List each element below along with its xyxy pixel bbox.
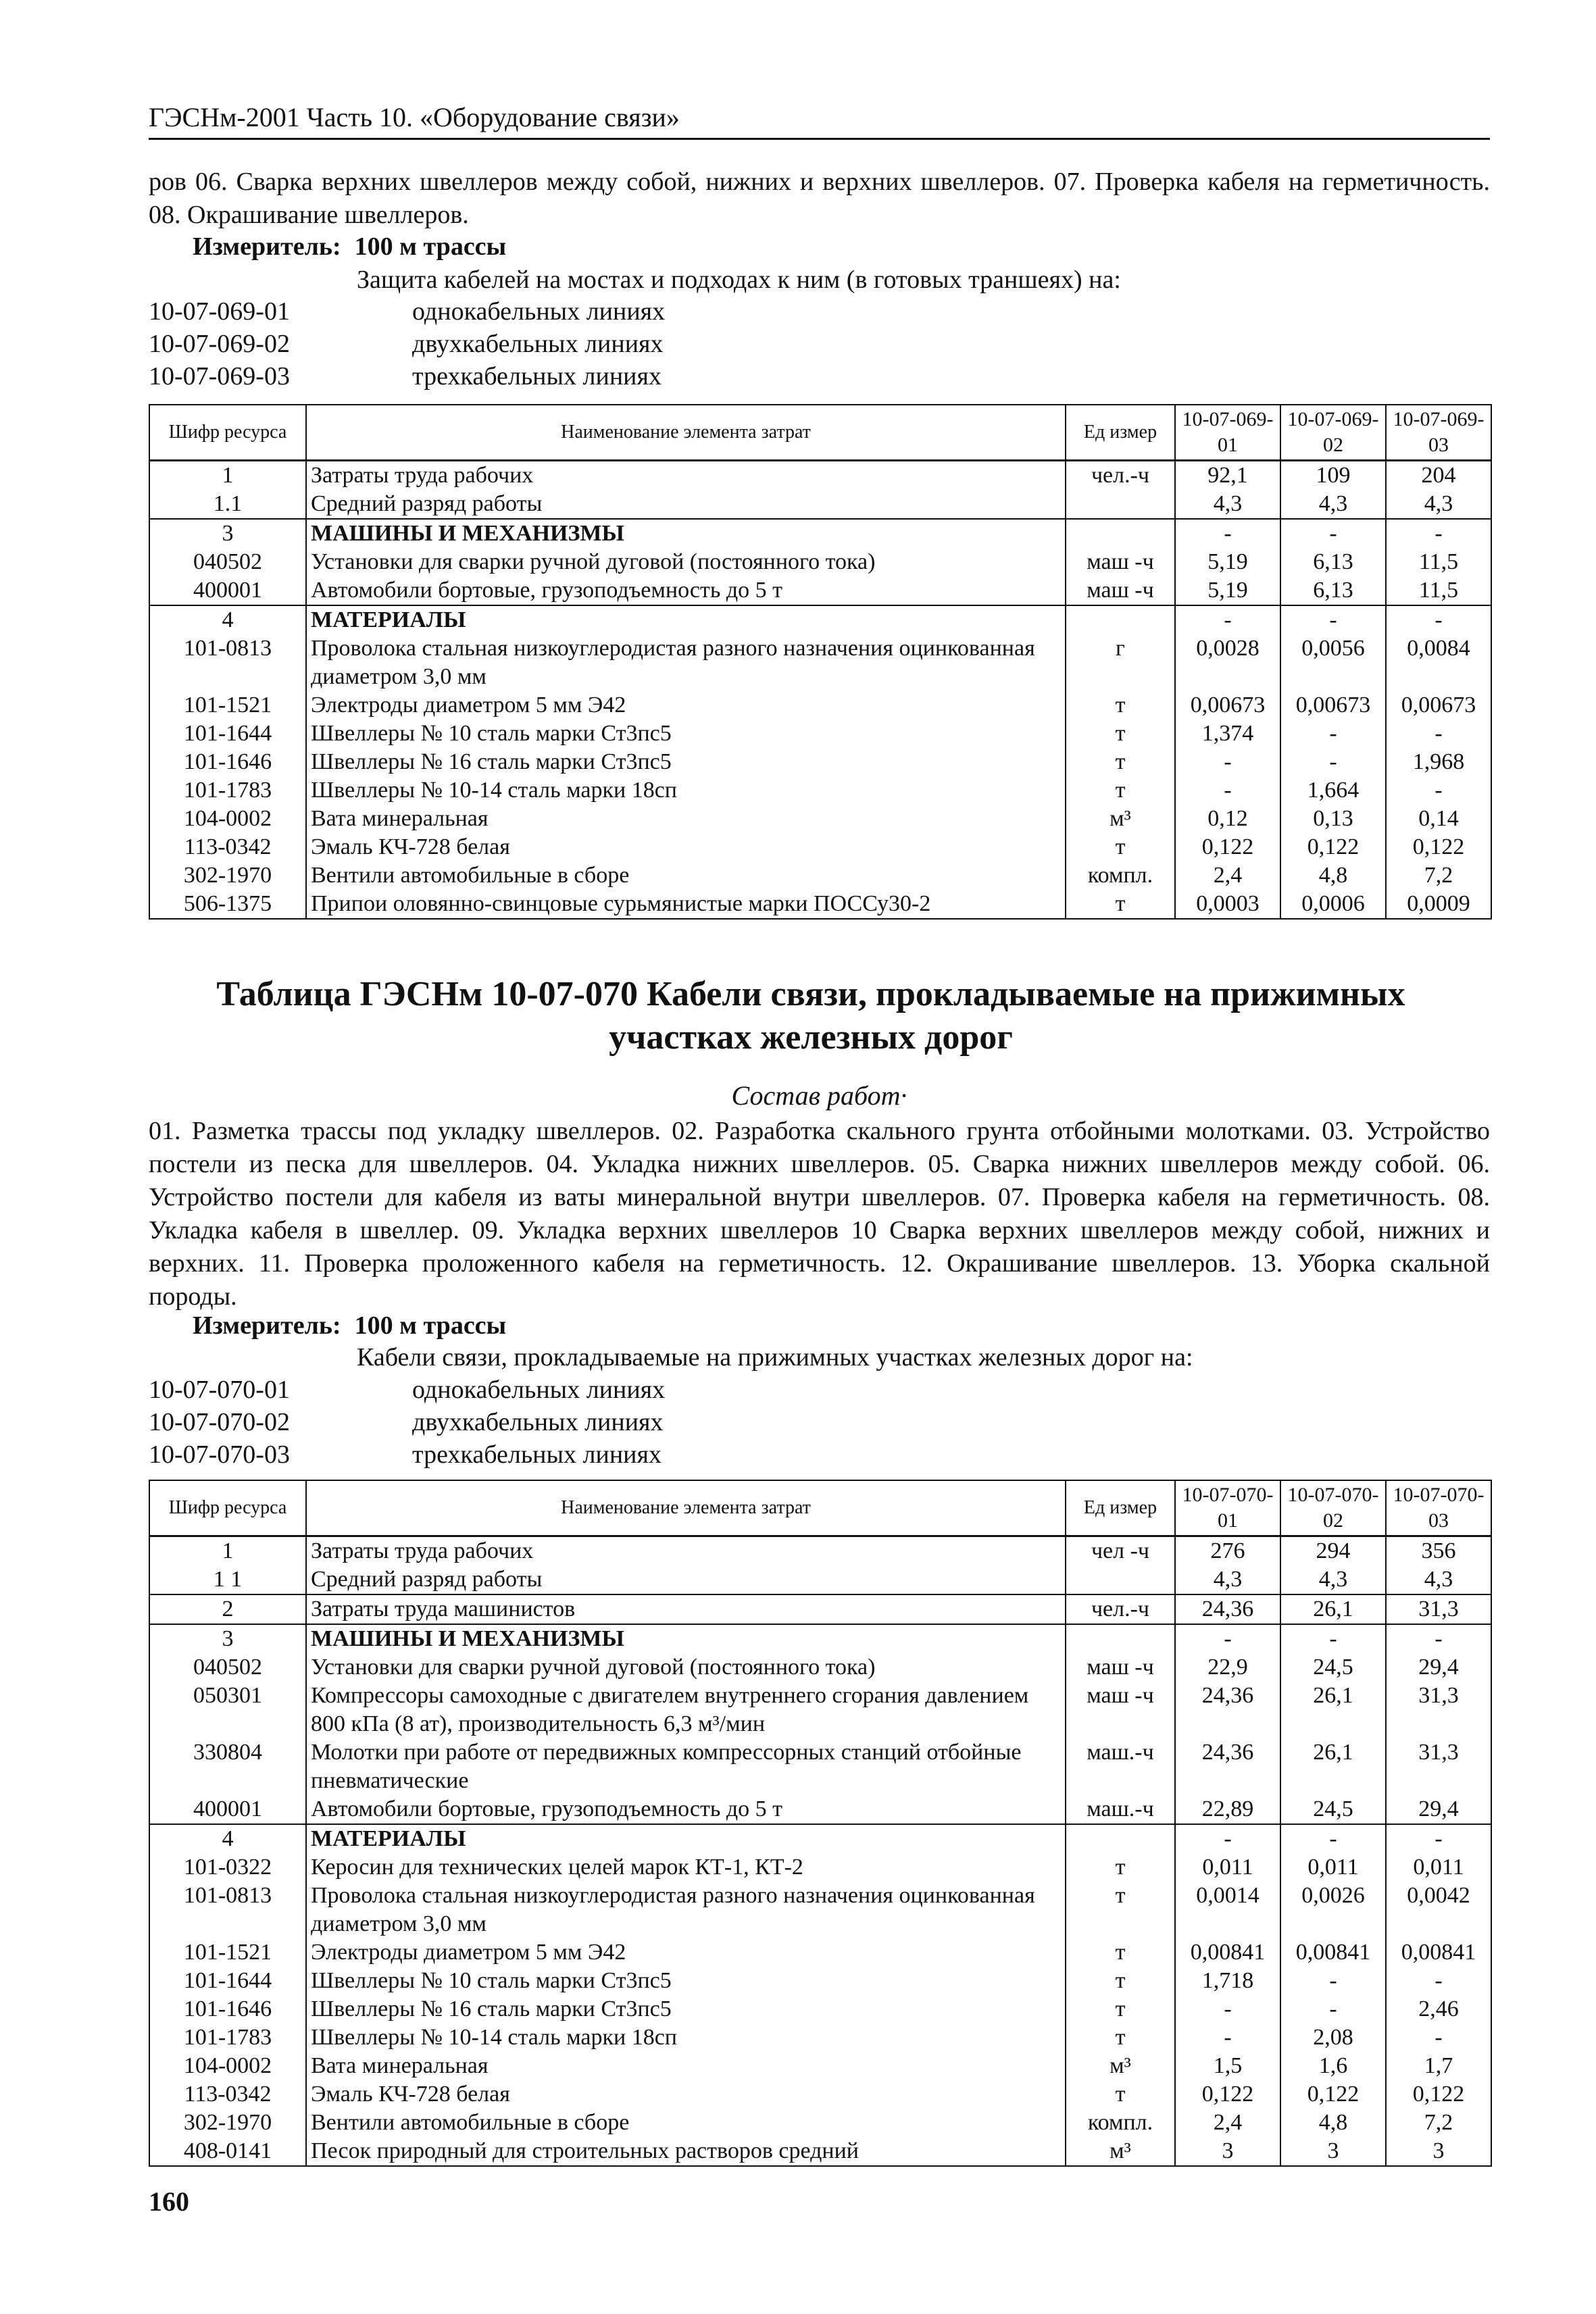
cell-code: 3 xyxy=(149,519,306,548)
table-row xyxy=(149,890,1491,919)
table-row xyxy=(149,1995,1491,2023)
cell-rate-3: 0,00673 xyxy=(1386,691,1491,720)
cell-rate-2: 4,3 xyxy=(1280,1565,1386,1594)
cell-name: Установки для сварки ручной дуговой (постоянного тока) xyxy=(306,1653,1066,1682)
cell-rate-3: 7,2 xyxy=(1386,861,1491,890)
cell-rate-3: 1,7 xyxy=(1386,2052,1491,2080)
cell-code: 040502 xyxy=(149,1653,306,1682)
table-row xyxy=(149,748,1491,776)
intro-paragraph: ров 06. Сварка верхних швеллеров между собой, нижних и верхних швеллеров. 07. Проверка кабеля на герметичность. 08. Окрашивание швеллеров. xyxy=(149,168,1490,229)
cell-rate-2: - xyxy=(1280,519,1386,548)
col-header-code: Шифр ресурса xyxy=(149,1480,306,1536)
cell-rate-2: 26,1 xyxy=(1280,1682,1386,1738)
cell-code: 101-1783 xyxy=(149,2023,306,2052)
cell-unit xyxy=(1066,1565,1175,1594)
table-row xyxy=(149,460,1491,490)
cell-rate-3: 0,14 xyxy=(1386,805,1491,833)
cell-code: 101-1521 xyxy=(149,691,306,720)
cell-name: Молотки при работе от передвижных компрессорных станций отбойные пневматические xyxy=(306,1738,1066,1795)
cell-unit: т xyxy=(1066,748,1175,776)
cell-code: 104-0002 xyxy=(149,805,306,833)
cell-code: 3 xyxy=(149,1624,306,1653)
col-header-code: Шифр ресурса xyxy=(149,405,306,460)
cell-rate-3: 4,3 xyxy=(1386,490,1491,519)
cell-name: Швеллеры № 10 сталь марки Ст3пс5 xyxy=(306,720,1066,748)
cell-code: 302-1970 xyxy=(149,861,306,890)
cell-name: Швеллеры № 10-14 сталь марки 18сп xyxy=(306,776,1066,805)
cell-name: Эмаль КЧ-728 белая xyxy=(306,833,1066,861)
cell-code: 101-1646 xyxy=(149,748,306,776)
cell-rate-1: 0,0028 xyxy=(1175,634,1280,691)
table-row xyxy=(149,605,1491,634)
cell-rate-1: - xyxy=(1175,776,1280,805)
cell-rate-3: - xyxy=(1386,1624,1491,1653)
section-2-items xyxy=(149,1374,665,1471)
cell-code: 101-0813 xyxy=(149,634,306,691)
col-header-rate-1: 10-07-070-01 xyxy=(1175,1480,1280,1536)
cell-code: 101-1521 xyxy=(149,1938,306,1967)
cell-unit: чел.-ч xyxy=(1066,460,1175,490)
cell-code: 101-0813 xyxy=(149,1882,306,1938)
table-row xyxy=(149,1882,1491,1938)
cell-rate-2: 4,8 xyxy=(1280,861,1386,890)
table-row xyxy=(149,2109,1491,2137)
cell-code: 101-1644 xyxy=(149,720,306,748)
cell-code: 113-0342 xyxy=(149,833,306,861)
cell-name: Проволока стальная низкоуглеродистая разного назначения оцинкованная диаметром 3,0 мм xyxy=(306,1882,1066,1938)
cell-code: 1 1 xyxy=(149,1565,306,1594)
cell-unit: маш -ч xyxy=(1066,1682,1175,1738)
cell-rate-3: 356 xyxy=(1386,1536,1491,1565)
meter-2-label: Измеритель: xyxy=(193,1311,341,1340)
cell-rate-3: - xyxy=(1386,776,1491,805)
col-header-unit: Ед измер xyxy=(1066,405,1175,460)
cell-code: 2 xyxy=(149,1594,306,1624)
cell-unit: г xyxy=(1066,634,1175,691)
cell-unit: маш -ч xyxy=(1066,1653,1175,1682)
cell-rate-2: - xyxy=(1280,1624,1386,1653)
col-header-rate-3: 10-07-070-03 xyxy=(1386,1480,1491,1536)
cell-name: МАТЕРИАЛЫ xyxy=(306,605,1066,634)
section-2-title: Кабели связи, прокладываемые на прижимных участках железных дорог на: xyxy=(357,1343,1193,1372)
cell-unit: т xyxy=(1066,720,1175,748)
cell-code: 4 xyxy=(149,1824,306,1853)
table-row xyxy=(149,548,1491,576)
cell-rate-1: 2,4 xyxy=(1175,2109,1280,2137)
resource-table-1 xyxy=(149,404,1492,920)
cell-rate-1: 0,00841 xyxy=(1175,1938,1280,1967)
cell-code: 1 xyxy=(149,460,306,490)
meter-1 xyxy=(193,230,506,263)
cell-rate-3: 4,3 xyxy=(1386,1565,1491,1594)
table-row xyxy=(149,1795,1491,1824)
cell-unit xyxy=(1066,490,1175,519)
cell-rate-2: 0,122 xyxy=(1280,833,1386,861)
cell-name: Швеллеры № 16 сталь марки Ст3пс5 xyxy=(306,1995,1066,2023)
cell-rate-3: 0,0084 xyxy=(1386,634,1491,691)
cell-unit: компл. xyxy=(1066,2109,1175,2137)
cell-name: Автомобили бортовые, грузоподъемность до 5 т xyxy=(306,1795,1066,1824)
section-2-item: 10-07-070-01 однокабельных линиях xyxy=(149,1376,666,1404)
cell-unit: т xyxy=(1066,1995,1175,2023)
table-row xyxy=(149,1853,1491,1882)
cell-unit: маш.-ч xyxy=(1066,1795,1175,1824)
cell-rate-2: 0,0006 xyxy=(1280,890,1386,919)
cell-name: Швеллеры № 10-14 сталь марки 18сп xyxy=(306,2023,1066,2052)
table-row xyxy=(149,519,1491,548)
cell-rate-2: 26,1 xyxy=(1280,1738,1386,1795)
cell-rate-2: 3 xyxy=(1280,2137,1386,2166)
cell-rate-1: - xyxy=(1175,519,1280,548)
cell-rate-3: 0,122 xyxy=(1386,2080,1491,2109)
cell-rate-3: - xyxy=(1386,720,1491,748)
section-1-item: 10-07-069-01 однокабельных линиях xyxy=(149,297,666,326)
table-row xyxy=(149,1653,1491,1682)
cell-rate-3: - xyxy=(1386,1824,1491,1853)
cell-rate-3: 204 xyxy=(1386,460,1491,490)
cell-rate-2: 1,6 xyxy=(1280,2052,1386,2080)
cell-rate-1: 22,89 xyxy=(1175,1795,1280,1824)
cell-rate-1: 4,3 xyxy=(1175,490,1280,519)
cell-rate-3: - xyxy=(1386,2023,1491,2052)
cell-unit: чел -ч xyxy=(1066,1536,1175,1565)
cell-code: 400001 xyxy=(149,1795,306,1824)
cell-rate-1: 0,011 xyxy=(1175,1853,1280,1882)
cell-rate-1: 0,0003 xyxy=(1175,890,1280,919)
table-row xyxy=(149,1938,1491,1967)
table-row xyxy=(149,2137,1491,2166)
section-2-item: 10-07-070-03 трехкабельных линиях xyxy=(149,1440,662,1469)
cell-rate-1: 24,36 xyxy=(1175,1682,1280,1738)
cell-name: Вата минеральная xyxy=(306,2052,1066,2080)
cell-rate-3: 0,00841 xyxy=(1386,1938,1491,1967)
cell-rate-3: - xyxy=(1386,605,1491,634)
cell-rate-3: 2,46 xyxy=(1386,1995,1491,2023)
cell-rate-2: 0,011 xyxy=(1280,1853,1386,1882)
table-row xyxy=(149,1738,1491,1795)
cell-code: 101-0322 xyxy=(149,1853,306,1882)
cell-rate-2: 4,3 xyxy=(1280,490,1386,519)
cell-rate-1: 92,1 xyxy=(1175,460,1280,490)
cell-unit xyxy=(1066,1824,1175,1853)
cell-unit: маш -ч xyxy=(1066,576,1175,605)
cell-name: Проволока стальная низкоуглеродистая разного назначения оцинкованная диаметром 3,0 мм xyxy=(306,634,1066,691)
cell-unit: т xyxy=(1066,776,1175,805)
meter-1-label: Измеритель: xyxy=(193,232,341,261)
cell-unit: м³ xyxy=(1066,2137,1175,2166)
composition-label: Состав работ· xyxy=(731,1080,907,1111)
section-1-item: 10-07-069-03 трехкабельных линиях xyxy=(149,362,662,391)
meter-2 xyxy=(193,1309,506,1342)
table-row xyxy=(149,1565,1491,1594)
cell-rate-2: 1,664 xyxy=(1280,776,1386,805)
section-1-item: 10-07-069-02 двухкабельных линиях xyxy=(149,330,664,358)
cell-rate-2: - xyxy=(1280,1824,1386,1853)
cell-rate-2: 2,08 xyxy=(1280,2023,1386,2052)
cell-rate-2: 0,122 xyxy=(1280,2080,1386,2109)
cell-rate-1: 2,4 xyxy=(1175,861,1280,890)
cell-rate-2: - xyxy=(1280,748,1386,776)
cell-rate-3: 29,4 xyxy=(1386,1795,1491,1824)
table-row xyxy=(149,1624,1491,1653)
cell-rate-1: - xyxy=(1175,748,1280,776)
col-header-rate-2: 10-07-069-02 xyxy=(1280,405,1386,460)
cell-rate-1: 5,19 xyxy=(1175,548,1280,576)
cell-name: Керосин для технических целей марок КТ-1, КТ-2 xyxy=(306,1853,1066,1882)
cell-code: 101-1646 xyxy=(149,1995,306,2023)
cell-rate-3: 1,968 xyxy=(1386,748,1491,776)
section-1-items xyxy=(149,295,665,393)
section-2-item: 10-07-070-02 двухкабельных линиях xyxy=(149,1408,664,1436)
cell-unit: маш.-ч xyxy=(1066,1738,1175,1795)
table-title: Таблица ГЭСНм 10-07-070 Кабели связи, прокладываемые на прижимных участках железных дорог xyxy=(216,975,1405,1057)
cell-rate-2: - xyxy=(1280,605,1386,634)
cell-unit: т xyxy=(1066,2080,1175,2109)
cell-rate-1: 0,0014 xyxy=(1175,1882,1280,1938)
col-header-rate-3: 10-07-069-03 xyxy=(1386,405,1491,460)
cell-rate-3: - xyxy=(1386,519,1491,548)
cell-unit: м³ xyxy=(1066,2052,1175,2080)
cell-rate-1: 1,374 xyxy=(1175,720,1280,748)
table-row xyxy=(149,634,1491,691)
table-row xyxy=(149,1824,1491,1853)
cell-rate-1: 1,718 xyxy=(1175,1967,1280,1995)
cell-rate-2: 0,00673 xyxy=(1280,691,1386,720)
cell-unit: компл. xyxy=(1066,861,1175,890)
cell-rate-2: 26,1 xyxy=(1280,1594,1386,1624)
cell-rate-2: 0,0026 xyxy=(1280,1882,1386,1938)
cell-name: Вата минеральная xyxy=(306,805,1066,833)
cell-rate-1: 3 xyxy=(1175,2137,1280,2166)
cell-rate-2: 24,5 xyxy=(1280,1795,1386,1824)
cell-name: Вентили автомобильные в сборе xyxy=(306,2109,1066,2137)
col-header-name: Наименование элемента затрат xyxy=(306,405,1066,460)
table-row xyxy=(149,490,1491,519)
cell-code: 330804 xyxy=(149,1738,306,1795)
cell-rate-2: 0,13 xyxy=(1280,805,1386,833)
cell-code: 302-1970 xyxy=(149,2109,306,2137)
cell-rate-3: 7,2 xyxy=(1386,2109,1491,2137)
cell-rate-1: 0,12 xyxy=(1175,805,1280,833)
cell-unit xyxy=(1066,605,1175,634)
cell-rate-2: 24,5 xyxy=(1280,1653,1386,1682)
cell-rate-1: - xyxy=(1175,605,1280,634)
table-row xyxy=(149,1682,1491,1738)
cell-rate-3: 0,011 xyxy=(1386,1853,1491,1882)
cell-name: Эмаль КЧ-728 белая xyxy=(306,2080,1066,2109)
col-header-name: Наименование элемента затрат xyxy=(306,1480,1066,1536)
cell-unit xyxy=(1066,1624,1175,1653)
cell-code: 104-0002 xyxy=(149,2052,306,2080)
cell-rate-3: - xyxy=(1386,1967,1491,1995)
cell-name: Швеллеры № 16 сталь марки Ст3пс5 xyxy=(306,748,1066,776)
meter-1-value: 100 м трассы xyxy=(354,232,507,261)
col-header-rate-2: 10-07-070-02 xyxy=(1280,1480,1386,1536)
cell-rate-3: 11,5 xyxy=(1386,576,1491,605)
cell-rate-2: 294 xyxy=(1280,1536,1386,1565)
cell-code: 400001 xyxy=(149,576,306,605)
cell-code: 101-1644 xyxy=(149,1967,306,1995)
cell-name: Компрессоры самоходные с двигателем внутреннего сгорания давлением 800 кПа (8 ат), производительность 6,3 м³/мин xyxy=(306,1682,1066,1738)
meter-2-value: 100 м трассы xyxy=(354,1311,507,1340)
cell-unit: маш -ч xyxy=(1066,548,1175,576)
resource-table-2 xyxy=(149,1480,1492,2167)
composition-paragraph: 01. Разметка трассы под укладку швеллеров. 02. Разработка скального грунта отбойными молотками. 03. Устройство постели из песка для швеллеров. 04. Укладка нижних швеллеров. 05. Сварка нижних швеллеров между собой. 06. Устройство постели для кабеля из ваты минеральной внутри швеллеров. 07. Проверка кабеля на герметичность. 08. Укладка кабеля в швеллер. 09. Укладка верхних швеллеров 10 Сварка верхних швеллеров между собой, нижних и верхних. 11. Проверка проложенного кабеля на герметичность. 12. Окрашивание швеллеров. 13. Уборка скальной породы. xyxy=(149,1117,1490,1311)
table-row xyxy=(149,576,1491,605)
cell-name: Вентили автомобильные в сборе xyxy=(306,861,1066,890)
cell-name: Средний разряд работы xyxy=(306,490,1066,519)
cell-unit: чел.-ч xyxy=(1066,1594,1175,1624)
cell-unit xyxy=(1066,519,1175,548)
cell-name: Затраты труда машинистов xyxy=(306,1594,1066,1624)
col-header-rate-1: 10-07-069-01 xyxy=(1175,405,1280,460)
cell-rate-1: 24,36 xyxy=(1175,1594,1280,1624)
cell-unit: т xyxy=(1066,1853,1175,1882)
table-row xyxy=(149,2080,1491,2109)
cell-rate-1: - xyxy=(1175,1995,1280,2023)
cell-name: Электроды диаметром 5 мм Э42 xyxy=(306,691,1066,720)
cell-rate-3: 31,3 xyxy=(1386,1738,1491,1795)
cell-rate-2: - xyxy=(1280,1995,1386,2023)
cell-name: Швеллеры № 10 сталь марки Ст3пс5 xyxy=(306,1967,1066,1995)
cell-rate-3: 29,4 xyxy=(1386,1653,1491,1682)
table-row xyxy=(149,2052,1491,2080)
cell-rate-1: 22,9 xyxy=(1175,1653,1280,1682)
cell-rate-1: 0,122 xyxy=(1175,2080,1280,2109)
cell-unit: т xyxy=(1066,691,1175,720)
cell-code: 040502 xyxy=(149,548,306,576)
cell-name: МАШИНЫ И МЕХАНИЗМЫ xyxy=(306,519,1066,548)
cell-rate-2: 6,13 xyxy=(1280,576,1386,605)
page-number: 160 xyxy=(149,2186,189,2217)
table-row xyxy=(149,1594,1491,1624)
cell-code: 1 xyxy=(149,1536,306,1565)
cell-rate-3: 31,3 xyxy=(1386,1682,1491,1738)
cell-rate-1: - xyxy=(1175,1824,1280,1853)
cell-rate-3: 11,5 xyxy=(1386,548,1491,576)
table-row xyxy=(149,1536,1491,1565)
cell-name: Песок природный для строительных растворов средний xyxy=(306,2137,1066,2166)
table-row xyxy=(149,1967,1491,1995)
cell-name: МАШИНЫ И МЕХАНИЗМЫ xyxy=(306,1624,1066,1653)
cell-code: 506-1375 xyxy=(149,890,306,919)
cell-rate-2: 4,8 xyxy=(1280,2109,1386,2137)
cell-rate-1: 0,00673 xyxy=(1175,691,1280,720)
table-row xyxy=(149,833,1491,861)
cell-rate-1: 5,19 xyxy=(1175,576,1280,605)
cell-rate-3: 0,122 xyxy=(1386,833,1491,861)
cell-code: 1.1 xyxy=(149,490,306,519)
cell-code: 050301 xyxy=(149,1682,306,1738)
cell-name: Установки для сварки ручной дуговой (постоянного тока) xyxy=(306,548,1066,576)
table-row xyxy=(149,861,1491,890)
cell-unit: т xyxy=(1066,1882,1175,1938)
cell-unit: т xyxy=(1066,1938,1175,1967)
cell-rate-3: 0,0009 xyxy=(1386,890,1491,919)
cell-rate-1: 4,3 xyxy=(1175,1565,1280,1594)
cell-unit: м³ xyxy=(1066,805,1175,833)
cell-rate-1: 276 xyxy=(1175,1536,1280,1565)
cell-rate-1: 1,5 xyxy=(1175,2052,1280,2080)
table-row xyxy=(149,776,1491,805)
cell-name: Затраты труда рабочих xyxy=(306,1536,1066,1565)
cell-rate-3: 31,3 xyxy=(1386,1594,1491,1624)
cell-name: Автомобили бортовые, грузоподъемность до 5 т xyxy=(306,576,1066,605)
cell-rate-1: - xyxy=(1175,1624,1280,1653)
cell-rate-1: - xyxy=(1175,2023,1280,2052)
table-row xyxy=(149,2023,1491,2052)
cell-rate-2: 0,00841 xyxy=(1280,1938,1386,1967)
cell-name: Припои оловянно-свинцовые сурьмянистые марки ПОССу30-2 xyxy=(306,890,1066,919)
cell-unit: т xyxy=(1066,890,1175,919)
table-row xyxy=(149,691,1491,720)
cell-unit: т xyxy=(1066,2023,1175,2052)
cell-rate-2: - xyxy=(1280,1967,1386,1995)
cell-rate-3: 0,0042 xyxy=(1386,1882,1491,1938)
cell-unit: т xyxy=(1066,833,1175,861)
cell-rate-2: 109 xyxy=(1280,460,1386,490)
cell-unit: т xyxy=(1066,1967,1175,1995)
cell-name: Затраты труда рабочих xyxy=(306,460,1066,490)
cell-rate-2: 0,0056 xyxy=(1280,634,1386,691)
cell-rate-2: - xyxy=(1280,720,1386,748)
cell-code: 4 xyxy=(149,605,306,634)
table-row xyxy=(149,805,1491,833)
page-header: ГЭСНм-2001 Часть 10. «Оборудование связи» xyxy=(149,101,1490,140)
cell-rate-1: 0,122 xyxy=(1175,833,1280,861)
cell-rate-2: 6,13 xyxy=(1280,548,1386,576)
cell-code: 101-1783 xyxy=(149,776,306,805)
cell-code: 408-0141 xyxy=(149,2137,306,2166)
cell-code: 113-0342 xyxy=(149,2080,306,2109)
cell-rate-3: 3 xyxy=(1386,2137,1491,2166)
cell-name: Средний разряд работы xyxy=(306,1565,1066,1594)
cell-name: МАТЕРИАЛЫ xyxy=(306,1824,1066,1853)
cell-name: Электроды диаметром 5 мм Э42 xyxy=(306,1938,1066,1967)
section-1-title: Защита кабелей на мостах и подходах к ним (в готовых траншеях) на: xyxy=(357,266,1121,294)
col-header-unit: Ед измер xyxy=(1066,1480,1175,1536)
cell-rate-1: 24,36 xyxy=(1175,1738,1280,1795)
table-row xyxy=(149,720,1491,748)
